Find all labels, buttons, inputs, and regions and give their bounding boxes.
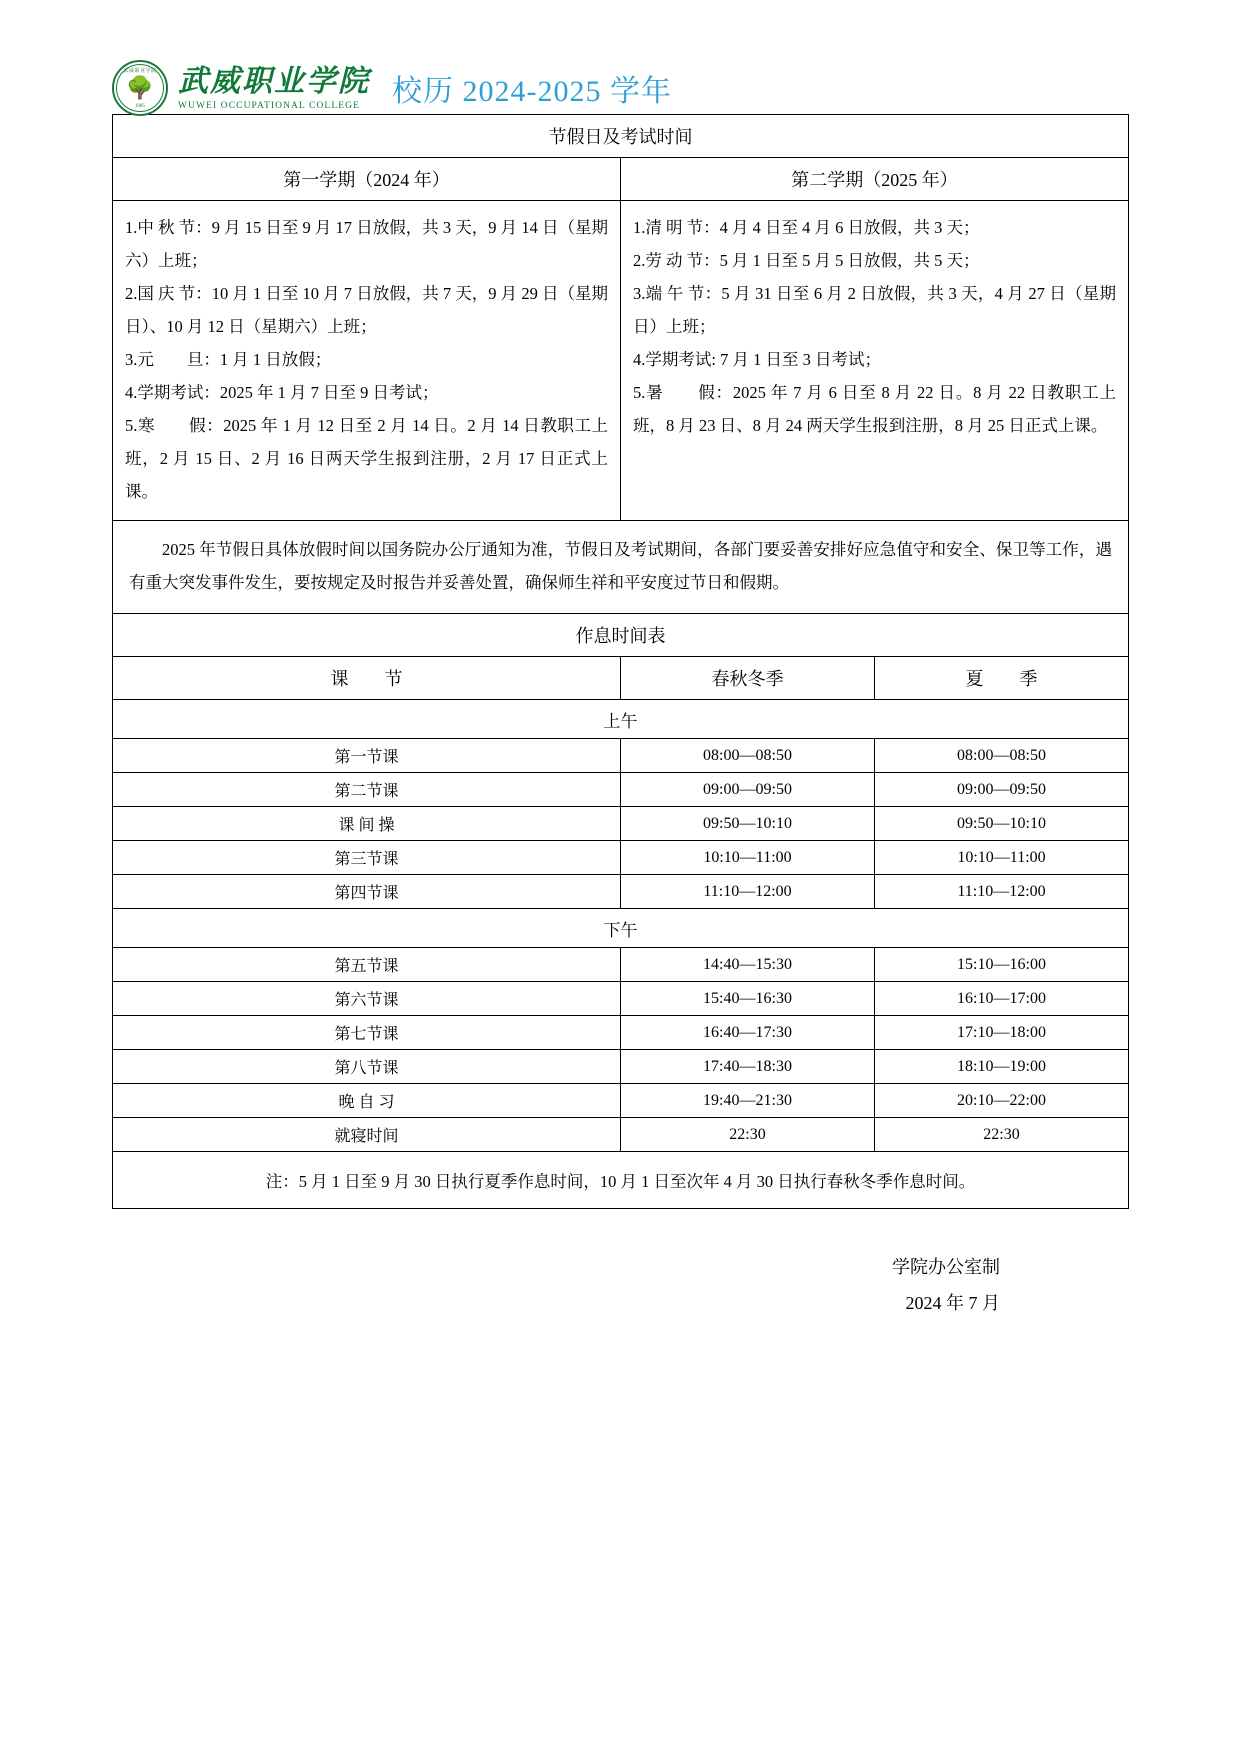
page-title: 校历 2024-2025 学年 — [392, 75, 672, 108]
period-name: 第七节课 — [113, 1016, 621, 1050]
holiday-note-row — [113, 521, 1129, 614]
afternoon-label: 下午 — [113, 909, 1129, 948]
holiday-table-title: 节假日及考试时间 — [113, 115, 1129, 158]
semester1-item: 2.国 庆 节：10 月 1 日至 10 月 7 日放假，共 7 天，9 月 29 日（星期日）、10 月 12 日（星期六）上班； — [125, 284, 608, 336]
spring-time: 11:10—12:00 — [621, 875, 875, 909]
period-name: 第八节课 — [113, 1050, 621, 1084]
signature-block — [0, 1249, 1240, 1321]
schedule-col-summer: 夏 季 — [875, 657, 1129, 700]
spring-time: 09:00—09:50 — [621, 773, 875, 807]
table-row — [113, 1118, 1129, 1152]
holiday-note-text: 2025 年节假日具体放假时间以国务院办公厅通知为准，节假日及考试期间，各部门要妥善安排好应急值守和安全、保卫等工作，遇有重大突发事件发生，要按规定及时报告并妥善处置，确保师生祥和平安度过节日和假期。 — [129, 540, 1112, 592]
summer-time: 16:10—17:00 — [875, 982, 1129, 1016]
period-name: 第三节课 — [113, 841, 621, 875]
period-name: 就寝时间 — [113, 1118, 621, 1152]
emblem-ring-bottom-text: 1985 — [135, 104, 145, 109]
summer-time: 22:30 — [875, 1118, 1129, 1152]
holiday-note-cell — [113, 521, 1129, 614]
semester1-item: 3.元 旦：1 月 1 日放假； — [125, 350, 332, 369]
schedule-footer-note: 注：5 月 1 日至 9 月 30 日执行夏季作息时间，10 月 1 日至次年 4 月 30 日执行春秋冬季作息时间。 — [113, 1152, 1129, 1209]
schedule-table-title: 作息时间表 — [113, 614, 1129, 657]
semester2-header: 第二学期（2025 年） — [621, 158, 1129, 201]
period-name: 第二节课 — [113, 773, 621, 807]
summer-time: 10:10—11:00 — [875, 841, 1129, 875]
spring-time: 16:40—17:30 — [621, 1016, 875, 1050]
spring-time: 22:30 — [621, 1118, 875, 1152]
table-row — [113, 1016, 1129, 1050]
period-name: 第一节课 — [113, 739, 621, 773]
table-row — [113, 841, 1129, 875]
logo-text-block — [178, 65, 370, 111]
emblem-ring-top-text: 武威职业学院 — [123, 69, 157, 74]
schedule-title-row — [113, 614, 1129, 657]
table-row — [113, 1050, 1129, 1084]
holiday-table-title-row — [113, 115, 1129, 158]
spring-time: 17:40—18:30 — [621, 1050, 875, 1084]
summer-time: 15:10—16:00 — [875, 948, 1129, 982]
spring-time: 08:00—08:50 — [621, 739, 875, 773]
schedule-header-row — [113, 657, 1129, 700]
schedule-col-period: 课 节 — [113, 657, 621, 700]
tree-icon: 🌳 — [126, 75, 154, 100]
summer-time: 08:00—08:50 — [875, 739, 1129, 773]
period-name: 第五节课 — [113, 948, 621, 982]
spring-time: 14:40—15:30 — [621, 948, 875, 982]
semester2-item: 4.学期考试: 7 月 1 日至 3 日考试； — [633, 350, 881, 369]
summer-time: 17:10—18:00 — [875, 1016, 1129, 1050]
signature-date: 2024 年 7 月 — [905, 1293, 1000, 1313]
table-row — [113, 773, 1129, 807]
table-row — [113, 982, 1129, 1016]
semester-body-row — [113, 201, 1129, 521]
summer-time: 20:10—22:00 — [875, 1084, 1129, 1118]
table-row — [113, 739, 1129, 773]
table-row — [113, 807, 1129, 841]
summer-time: 11:10—12:00 — [875, 875, 1129, 909]
signature-issuer: 学院办公室制 — [892, 1257, 1000, 1277]
afternoon-band-row — [113, 909, 1129, 948]
table-row — [113, 875, 1129, 909]
college-name-cn: 武威职业学院 — [178, 65, 370, 98]
spring-time: 19:40—21:30 — [621, 1084, 875, 1118]
table-row — [113, 948, 1129, 982]
semester-header-row — [113, 158, 1129, 201]
semester1-item: 5.寒 假：2025 年 1 月 12 日至 2 月 14 日。2 月 14 日教职工上班，2 月 15 日、2 月 16 日两天学生报到注册，2 月 17 日正式上课。 — [125, 416, 608, 501]
period-name: 课 间 操 — [113, 807, 621, 841]
period-name: 第四节课 — [113, 875, 621, 909]
period-name: 晚 自 习 — [113, 1084, 621, 1118]
schedule-col-spring: 春秋冬季 — [621, 657, 875, 700]
semester1-items — [113, 201, 621, 521]
document-header — [0, 0, 1240, 111]
semester2-item: 1.清 明 节：4 月 4 日至 4 月 6 日放假，共 3 天； — [633, 218, 980, 237]
semester1-item: 4.学期考试：2025 年 1 月 7 日至 9 日考试； — [125, 383, 439, 402]
table-row — [113, 1084, 1129, 1118]
morning-band-row — [113, 700, 1129, 739]
calendar-table — [112, 114, 1129, 1209]
semester2-item: 3.端 午 节：5 月 31 日至 6 月 2 日放假，共 3 天，4 月 27 日（星期日）上班； — [633, 284, 1116, 336]
semester2-item: 2.劳 动 节：5 月 1 日至 5 月 5 日放假，共 5 天； — [633, 251, 980, 270]
college-logo — [112, 60, 370, 116]
summer-time: 09:50—10:10 — [875, 807, 1129, 841]
spring-time: 10:10—11:00 — [621, 841, 875, 875]
college-name-en: WUWEI OCCUPATIONAL COLLEGE — [178, 101, 360, 111]
college-emblem-icon — [112, 60, 168, 116]
semester1-header: 第一学期（2024 年） — [113, 158, 621, 201]
spring-time: 15:40—16:30 — [621, 982, 875, 1016]
semester1-item: 1.中 秋 节：9 月 15 日至 9 月 17 日放假，共 3 天，9 月 14 日（星期六）上班； — [125, 218, 608, 270]
spring-time: 09:50—10:10 — [621, 807, 875, 841]
summer-time: 18:10—19:00 — [875, 1050, 1129, 1084]
summer-time: 09:00—09:50 — [875, 773, 1129, 807]
period-name: 第六节课 — [113, 982, 621, 1016]
schedule-footer-row — [113, 1152, 1129, 1209]
morning-label: 上午 — [113, 700, 1129, 739]
semester2-items — [621, 201, 1129, 521]
semester2-item: 5.暑 假：2025 年 7 月 6 日至 8 月 22 日。8 月 22 日教职工上班，8 月 23 日、8 月 24 两天学生报到注册，8 月 25 日正式上课。 — [633, 383, 1116, 435]
